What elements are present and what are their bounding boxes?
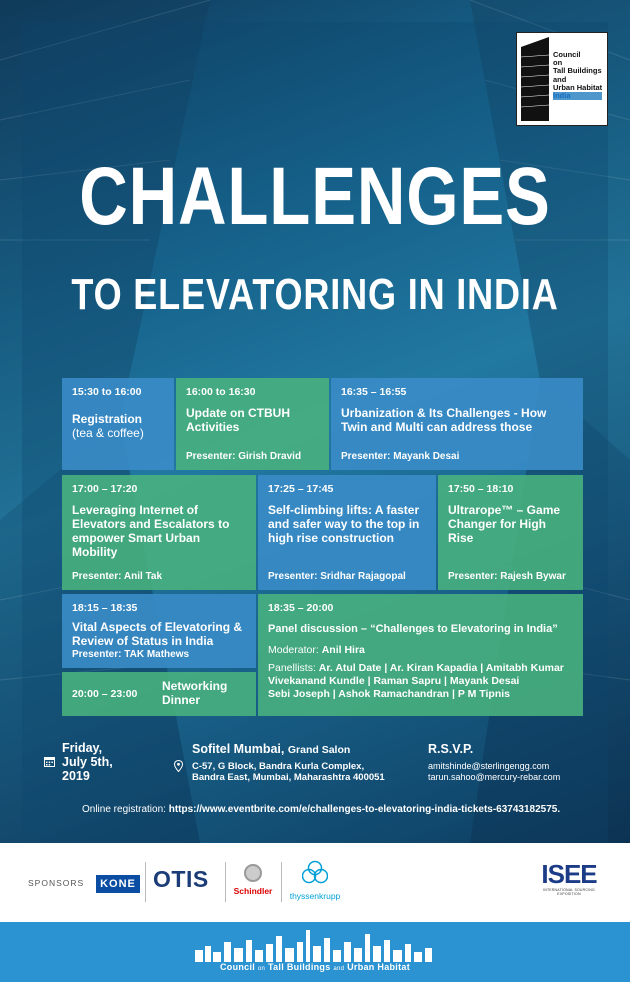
sponsors-label: SPONSORS xyxy=(28,878,85,888)
schindler-logo xyxy=(230,864,276,902)
presenter-label: Presenter: xyxy=(268,571,318,582)
logo-line: Council xyxy=(553,50,581,59)
presenter-label: Presenter: xyxy=(72,649,122,660)
session-presenter xyxy=(448,571,566,582)
presenter-name: Anil Tak xyxy=(123,571,163,582)
presenter-label: Presenter: xyxy=(448,571,498,582)
panellists-line: Ar. Atul Date | Ar. Kiran Kapadia | Amitabh Kumar xyxy=(318,662,564,674)
session-heading: Networking Dinner xyxy=(162,679,228,707)
logo-line: Urban Habitat xyxy=(553,82,603,92)
event-rsvp xyxy=(428,742,560,783)
footer-word: Urban Habitat xyxy=(347,962,410,972)
registration-link[interactable]: https://www.eventbrite.com/e/challenges-to-elevatoring-india-tickets-63743182575. xyxy=(168,804,561,815)
logo-line: and xyxy=(553,74,567,84)
logo-line: on xyxy=(553,58,563,68)
session-heading: Leveraging Internet of Elevators and Escalators to empower Smart Urban Mobility xyxy=(72,503,230,559)
presenter-name: TAK Mathews xyxy=(124,649,190,660)
divider xyxy=(225,862,226,902)
online-label: Online registration: xyxy=(82,804,166,815)
footer-word: on xyxy=(257,966,266,972)
session-ctbuh-update xyxy=(176,378,329,470)
presenter-label: Presenter: xyxy=(72,571,122,582)
venue-name: Sofitel Mumbai, xyxy=(192,742,285,756)
panellists-line: Sebi Joseph | Ashok Ramachandran | P M Tipnis xyxy=(268,688,510,700)
session-time: 16:35 – 16:55 xyxy=(341,386,407,398)
moderator-label: Moderator: xyxy=(268,644,319,656)
logo-line: Tall Buildings xyxy=(553,66,602,76)
event-venue xyxy=(192,742,385,783)
session-networking xyxy=(62,672,256,716)
date-line: Friday, xyxy=(62,741,103,755)
footer-word: Council xyxy=(219,962,256,972)
ctbuh-india-logo xyxy=(516,32,608,126)
divider xyxy=(281,862,282,902)
session-ultrarope xyxy=(438,475,583,590)
presenter-name: Sridhar Rajagopal xyxy=(320,571,406,582)
session-heading: Urbanization & Its Challenges - How Twin and Multi can address those xyxy=(341,406,547,434)
logo-region: India xyxy=(553,92,602,100)
title-line-1: CHALLENGES xyxy=(79,151,551,242)
thyssenkrupp-label: thyssenkrupp xyxy=(289,891,341,901)
rsvp-email[interactable]: tarun.sahoo@mercury-rebar.com xyxy=(428,772,561,782)
session-self-climbing xyxy=(258,475,436,590)
presenter-name: Mayank Desai xyxy=(393,451,460,462)
session-heading: Self-climbing lifts: A faster and safer way to the top in high rise construction xyxy=(268,503,420,545)
session-heading: Registration xyxy=(72,412,143,426)
session-time: 17:00 – 17:20 xyxy=(72,483,138,495)
session-time: 15:30 to 16:00 xyxy=(72,386,142,398)
session-heading: Update on CTBUH Activities xyxy=(186,406,290,434)
moderator-name: Anil Hira xyxy=(321,644,365,656)
session-time: 16:00 to 16:30 xyxy=(186,386,256,398)
presenter-name: Rajesh Bywar xyxy=(500,571,566,582)
presenter-name: Girish Dravid xyxy=(238,451,302,462)
panel-panellists xyxy=(268,662,573,701)
session-panel xyxy=(258,594,583,716)
schindler-emblem-icon xyxy=(244,864,262,882)
date-line: July 5th, xyxy=(62,755,113,769)
session-presenter xyxy=(72,571,162,582)
panel-moderator xyxy=(268,644,573,656)
rsvp-label: R.S.V.P. xyxy=(428,742,474,756)
session-presenter xyxy=(268,571,406,582)
online-registration xyxy=(82,804,560,815)
session-urbanization xyxy=(331,378,583,470)
title-line-2: TO ELEVATORING IN INDIA xyxy=(71,270,559,319)
session-heading: Vital Aspects of Elevatoring & Review of Status in India xyxy=(72,620,243,648)
session-heading: Ultrarope™ – Game Changer for High Rise xyxy=(448,503,561,545)
session-sub: (tea & coffee) xyxy=(72,426,144,440)
city-skyline-icon xyxy=(190,930,440,962)
session-presenter xyxy=(341,451,459,462)
presenter-label: Presenter: xyxy=(341,451,391,462)
session-time: 20:00 – 23:00 xyxy=(72,688,138,700)
isee-mark: ISEE xyxy=(541,859,597,889)
session-time: 18:15 – 18:35 xyxy=(72,602,138,614)
panellists-line: Vivekanand Kundle | Raman Sapru | Mayank Desai xyxy=(268,675,520,687)
isee-logo xyxy=(534,860,604,896)
session-time: 17:50 – 18:10 xyxy=(448,483,514,495)
session-presenter xyxy=(186,451,301,462)
thyssenkrupp-logo xyxy=(286,860,344,901)
session-heading: Panel discussion – “Challenges to Elevatoring in India” xyxy=(268,623,558,635)
rsvp-email[interactable]: amitshinde@sterlingengg.com xyxy=(428,761,550,771)
divider xyxy=(145,862,146,902)
session-vital-aspects xyxy=(62,594,256,668)
session-registration xyxy=(62,378,174,470)
footer-word: Tall Buildings xyxy=(268,962,331,972)
presenter-label: Presenter: xyxy=(186,451,236,462)
address-line: Bandra East, Mumbai, Maharashtra 400051 xyxy=(192,772,385,783)
panellists-label: Panellists: xyxy=(268,662,316,674)
session-iot xyxy=(62,475,256,590)
address-line: C-57, G Block, Bandra Kurla Complex, xyxy=(192,761,365,772)
kone-logo: KONE xyxy=(96,875,140,893)
otis-logo: OTIS xyxy=(153,866,209,892)
session-time: 18:35 – 20:00 xyxy=(268,602,334,614)
isee-subtitle: INTERNATIONAL SOURCING EXPOSITION xyxy=(543,888,595,896)
building-icon xyxy=(521,37,549,121)
venue-room: Grand Salon xyxy=(287,744,351,756)
schindler-label: Schindler xyxy=(233,886,273,896)
event-date xyxy=(62,741,113,783)
date-line: 2019 xyxy=(62,769,90,783)
thyssenkrupp-emblem-icon xyxy=(302,860,328,884)
session-presenter xyxy=(72,649,189,660)
footer-title xyxy=(0,962,630,972)
footer-word: and xyxy=(333,966,345,972)
session-time: 17:25 – 17:45 xyxy=(268,483,334,495)
location-pin-icon xyxy=(174,760,183,772)
calendar-icon xyxy=(44,756,55,767)
